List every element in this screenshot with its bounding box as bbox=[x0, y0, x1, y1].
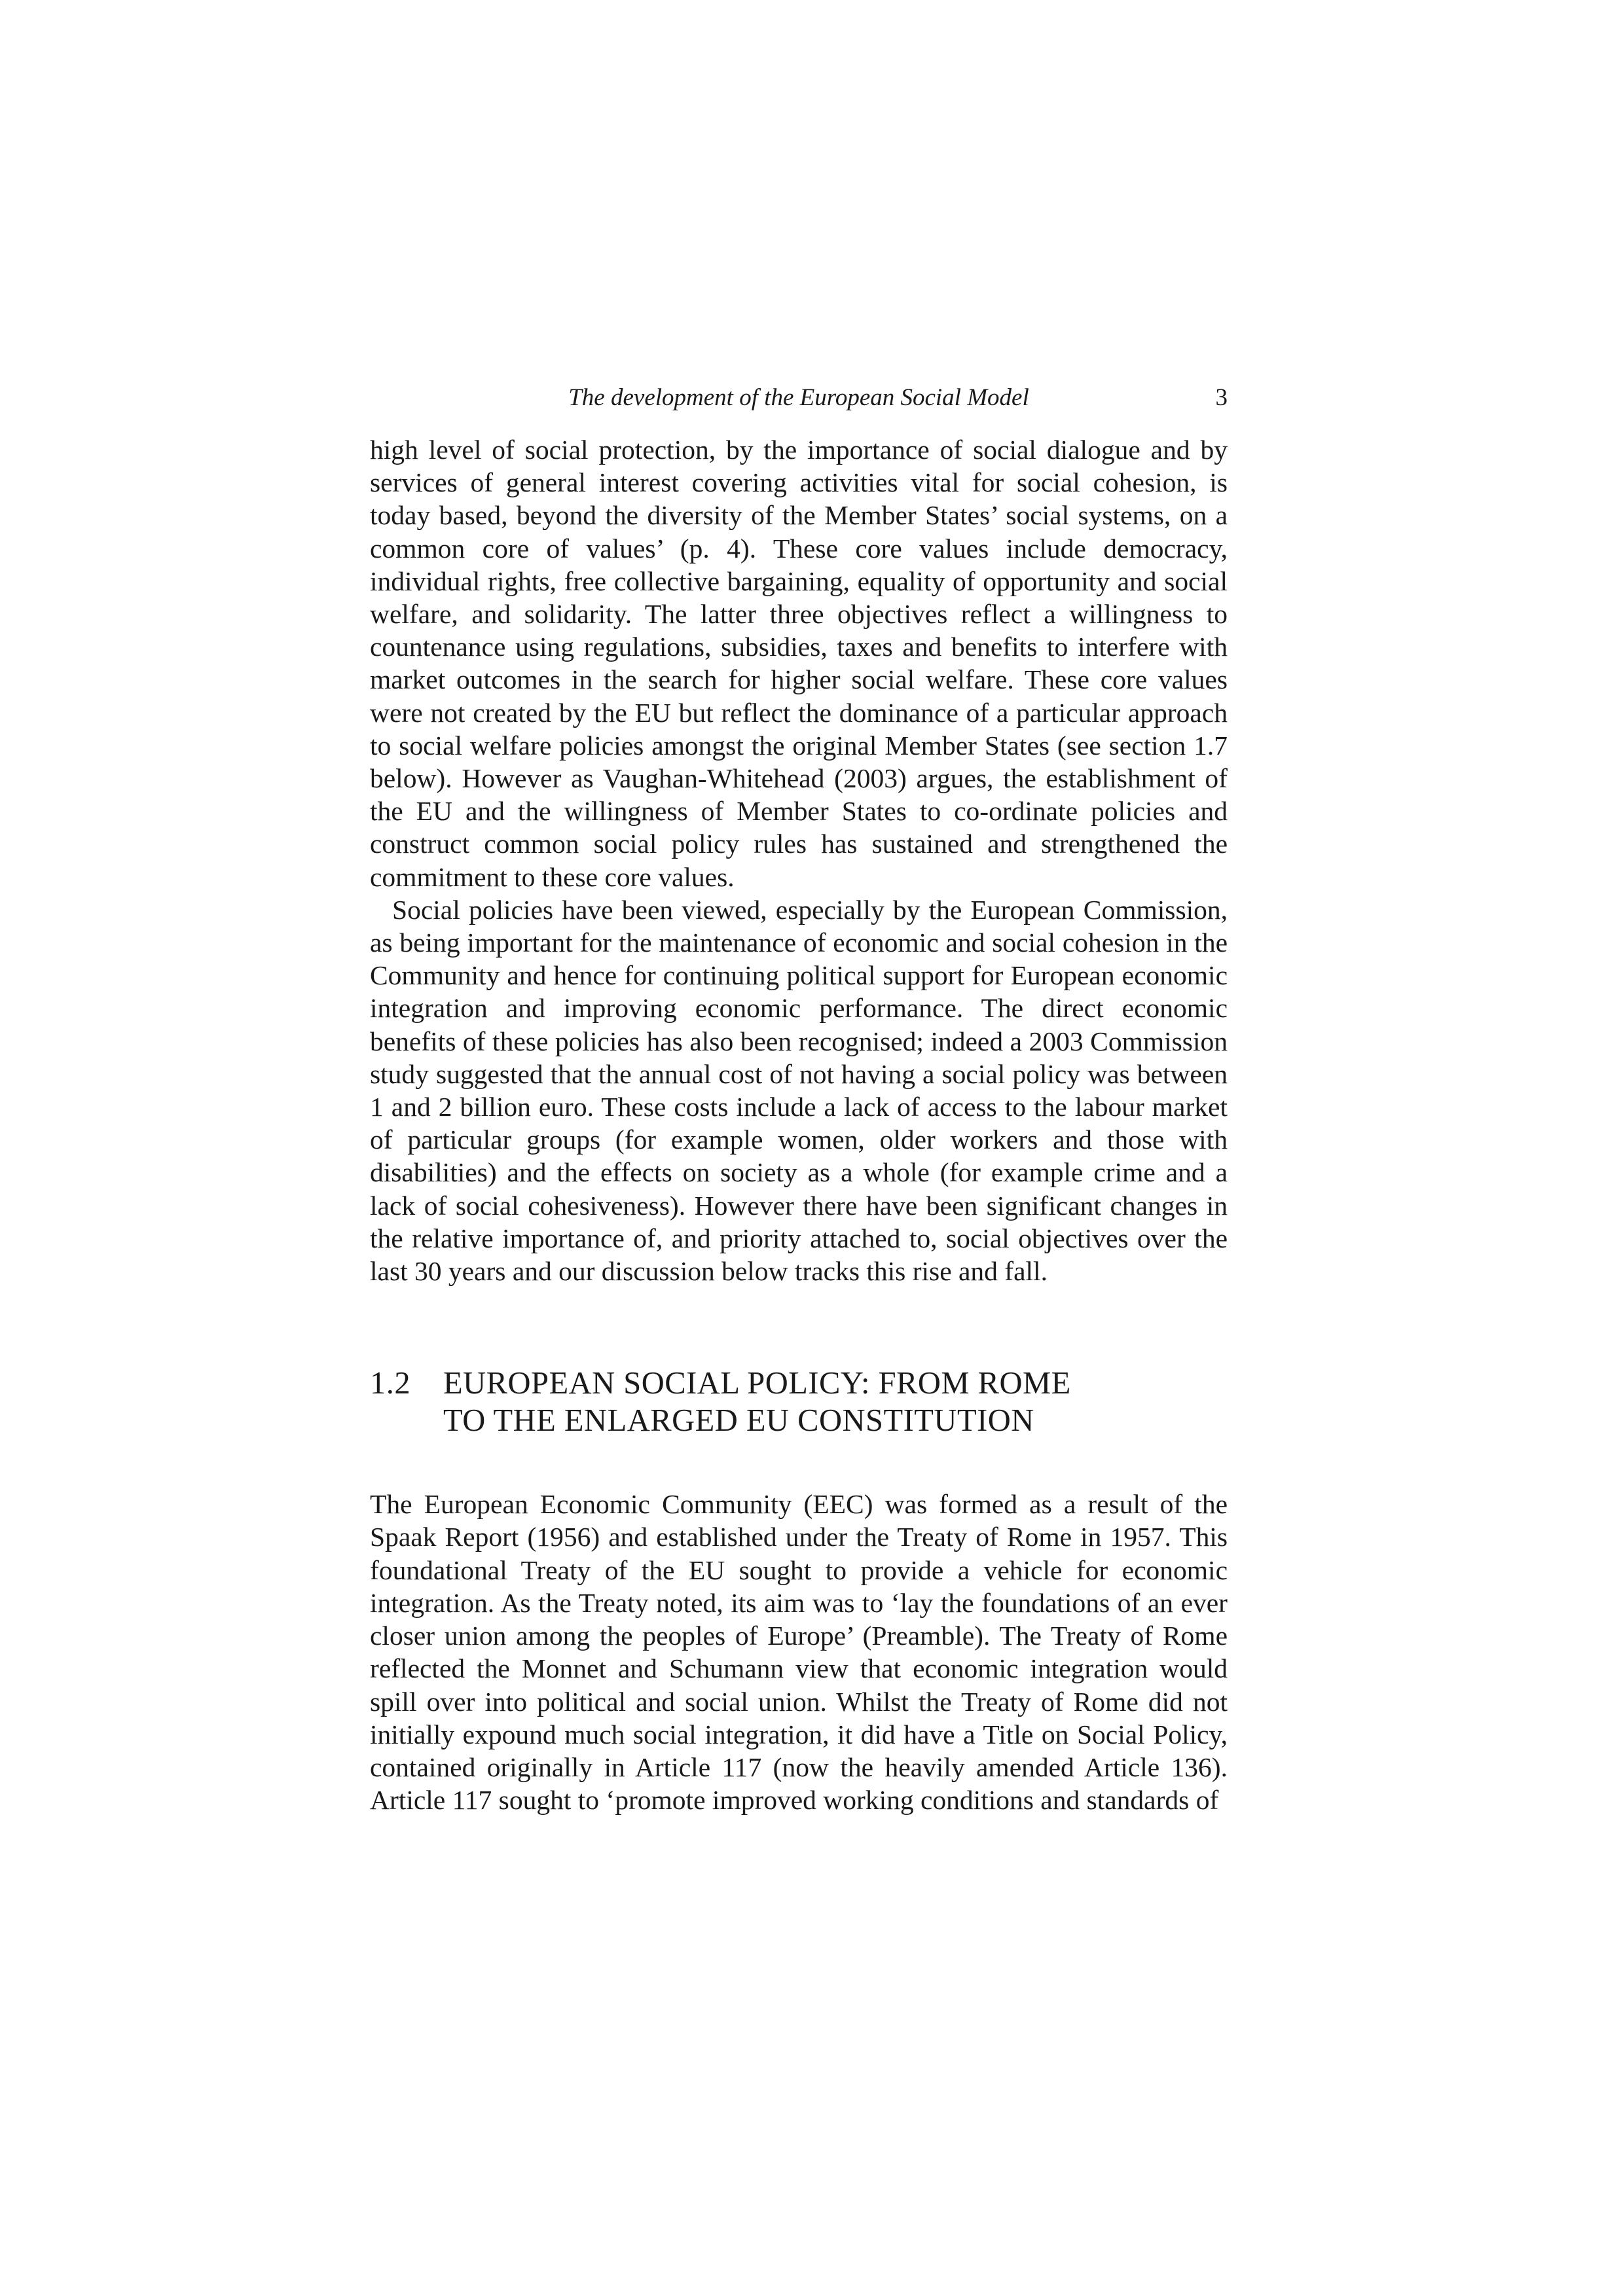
section-title bbox=[443, 1365, 1228, 1439]
running-head bbox=[370, 380, 1228, 416]
section-paragraph-1: The European Economic Community (EEC) was formed as a result of the Spaak Report (1956) and established under the Treaty of Rome in 1957. This foundational Treaty of the EU sought to provide a vehicle for economic integration. As the Treaty noted, its aim was to ‘lay the foundations of an ever closer union among the peoples of Europe’ (Preamble). The Treaty of Rome reflected the Monnet and Schumann view that economic integration would spill over into political and social union. Whilst the Treaty of Rome did not initially expound much social integration, it did have a Title on Social Policy, contained originally in Article 117 (now the heavily amended Article 136). Article 117 sought to ‘promote improved working conditions and standards of bbox=[370, 1489, 1228, 1816]
section-heading bbox=[370, 1365, 1228, 1439]
body-paragraph-1: high level of social protection, by the importance of social dialogue and by services of general interest covering activities vital for social cohesion, is today based, beyond the diversity of the Member States’ social systems, on a common core of values’ (p. 4). These core values include democracy, individual rights, free collective bargaining, equality of opportunity and social welfare, and solidarity. The latter three objectives reflect a willingness to countenance using regulations, subsidies, taxes and benefits to interfere with market outcomes in the search for higher social welfare. These core values were not created by the EU but reflect the dominance of a particular approach to social welfare policies amongst the original Member States (see section 1.7 below). However as Vaughan-Whitehead (2003) argues, the establishment of the EU and the willingness of Member States to co-ordinate policies and construct common social policy rules has sustained and strengthened the commitment to these core values. bbox=[370, 435, 1228, 892]
section-title-line-1: EUROPEAN SOCIAL POLICY: FROM ROME bbox=[443, 1366, 1071, 1401]
running-title: The development of the European Social Model bbox=[568, 384, 1029, 411]
section-number: 1.2 bbox=[370, 1366, 411, 1401]
body-paragraph-2: Social policies have been viewed, especially by the European Commission, as being important for the maintenance of economic and social cohesion in the Community and hence for continuing political support for European economic integration and improving economic performance. The direct economic benefits of these policies has also been recognised; indeed a 2003 Commission study suggested that the annual cost of not having a social policy was between 1 and 2 billion euro. These costs include a lack of access to the labour market of particular groups (for example women, older workers and those with disabilities) and the effects on society as a whole (for example crime and a lack of social cohesiveness). However there have been significant changes in the relative importance of, and priority attached to, social objectives over the last 30 years and our discussion below tracks this rise and fall. bbox=[370, 894, 1228, 1287]
section-title-line-2: TO THE ENLARGED EU CONSTITUTION bbox=[443, 1403, 1034, 1439]
book-page bbox=[370, 380, 1228, 1816]
page-number: 3 bbox=[1215, 384, 1228, 411]
